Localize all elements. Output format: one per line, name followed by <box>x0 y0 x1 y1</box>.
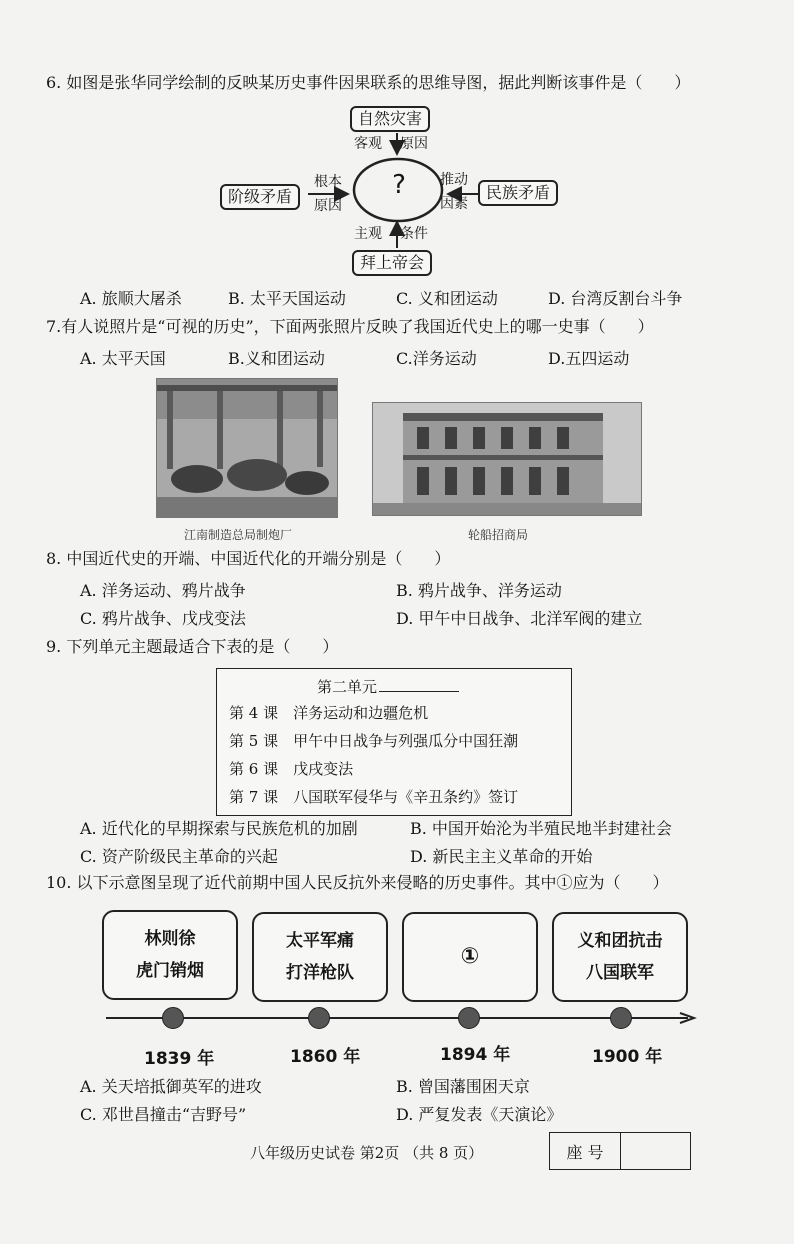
mindmap-right-label-bottom: 因素 <box>440 196 468 212</box>
timeline-dot <box>308 1007 330 1029</box>
mindmap-top-label-right: 原因 <box>400 136 428 152</box>
mindmap-left-label-top: 根本 <box>314 174 342 190</box>
q10-stem: 10. 以下示意图呈现了近代前期中国人民反抗外来侵略的历史事件。其中①应为（ ） <box>46 873 669 892</box>
q6-stem: 6. 如图是张华同学绘制的反映某历史事件因果联系的思维导图，据此判断该事件是（ ） <box>46 73 691 92</box>
q9-option-d[interactable]: D. 新民主主义革命的开始 <box>410 847 593 866</box>
photo-merchants-caption: 轮船招商局 <box>468 528 529 542</box>
page-footer: 八年级历史试卷 第2页 （共 8 页） <box>250 1144 484 1162</box>
q6-option-b[interactable]: B. 太平天国运动 <box>228 289 346 308</box>
timeline-event-1: 林则徐 虎门销烟 <box>102 910 238 1000</box>
q8-option-c[interactable]: C. 鸦片战争、戊戌变法 <box>80 609 246 628</box>
unit-row: 第 7 课 八国联军侵华与《辛丑条约》签订 <box>229 788 519 806</box>
unit-title: 第二单元 <box>317 677 459 697</box>
unit-title-blank <box>379 691 459 692</box>
merchants-image <box>373 403 641 515</box>
timeline-dot <box>610 1007 632 1029</box>
q8-option-a[interactable]: A. 洋务运动、鸦片战争 <box>80 581 246 600</box>
q6-option-a[interactable]: A. 旅顺大屠杀 <box>80 289 182 308</box>
q10-option-d[interactable]: D. 严复发表《天演论》 <box>396 1105 563 1124</box>
q6-option-c[interactable]: C. 义和团运动 <box>396 289 498 308</box>
unit-row: 第 5 课 甲午中日战争与列强瓜分中国狂潮 <box>229 732 519 750</box>
timeline-event-3: ① <box>402 912 538 1002</box>
mindmap-top-box: 自然灾害 <box>350 106 430 132</box>
timeline-event-4: 义和团抗击 八国联军 <box>552 912 688 1002</box>
q10-option-c[interactable]: C. 邓世昌撞击“吉野号” <box>80 1105 247 1124</box>
q10-option-a[interactable]: A. 关天培抵御英军的进攻 <box>80 1077 262 1096</box>
mindmap-bottom-label-right: 条件 <box>400 226 428 242</box>
q9-option-c[interactable]: C. 资产阶级民主革命的兴起 <box>80 847 278 866</box>
timeline-year: 1900 年 <box>592 1047 663 1067</box>
q8-option-b[interactable]: B. 鸦片战争、洋务运动 <box>396 581 562 600</box>
mindmap-bottom-box: 拜上帝会 <box>352 250 432 276</box>
q10-option-b[interactable]: B. 曾国藩围困天京 <box>396 1077 530 1096</box>
arsenal-image <box>157 379 337 517</box>
mindmap-center-question: ? <box>392 170 406 200</box>
photo-arsenal-caption: 江南制造总局制炮厂 <box>184 528 293 542</box>
photo-merchants <box>372 402 642 516</box>
timeline-dot <box>162 1007 184 1029</box>
q7-option-a[interactable]: A. 太平天国 <box>80 349 166 368</box>
q7-option-c[interactable]: C.洋务运动 <box>396 349 477 368</box>
mindmap-right-label-top: 推动 <box>440 172 468 188</box>
q9-option-a[interactable]: A. 近代化的早期探索与民族危机的加剧 <box>80 819 358 838</box>
q9-stem: 9. 下列单元主题最适合下表的是（ ） <box>46 637 339 656</box>
q9-unit-table <box>216 668 572 816</box>
mindmap-left-label-bottom: 原因 <box>314 198 342 214</box>
q6-option-d[interactable]: D. 台湾反割台斗争 <box>548 289 683 308</box>
mindmap-bottom-label-left: 主观 <box>354 226 382 242</box>
unit-row: 第 4 课 洋务运动和边疆危机 <box>229 704 429 722</box>
photo-arsenal <box>156 378 338 518</box>
timeline-year: 1894 年 <box>440 1045 511 1065</box>
seat-number-box <box>549 1132 691 1170</box>
q8-stem: 8. 中国近代史的开端、中国近代化的开端分别是（ ） <box>46 549 451 568</box>
q7-option-d[interactable]: D.五四运动 <box>548 349 630 368</box>
timeline-year: 1860 年 <box>290 1047 361 1067</box>
mindmap-right-box: 民族矛盾 <box>478 180 558 206</box>
timeline-year: 1839 年 <box>144 1049 215 1069</box>
q7-option-b[interactable]: B.义和团运动 <box>228 349 325 368</box>
unit-row: 第 6 课 戊戌变法 <box>229 760 354 778</box>
timeline-dot <box>458 1007 480 1029</box>
mindmap-left-box: 阶级矛盾 <box>220 184 300 210</box>
q9-option-b[interactable]: B. 中国开始沦为半殖民地半封建社会 <box>410 819 672 838</box>
q8-option-d[interactable]: D. 甲午中日战争、北洋军阀的建立 <box>396 609 643 628</box>
q7-stem: 7.有人说照片是“可视的历史”，下面两张照片反映了我国近代史上的哪一史事（ ） <box>46 317 654 336</box>
mindmap-top-label-left: 客观 <box>354 136 382 152</box>
timeline-event-2: 太平军痛 打洋枪队 <box>252 912 388 1002</box>
seat-number-label: 座 号 <box>550 1133 621 1169</box>
